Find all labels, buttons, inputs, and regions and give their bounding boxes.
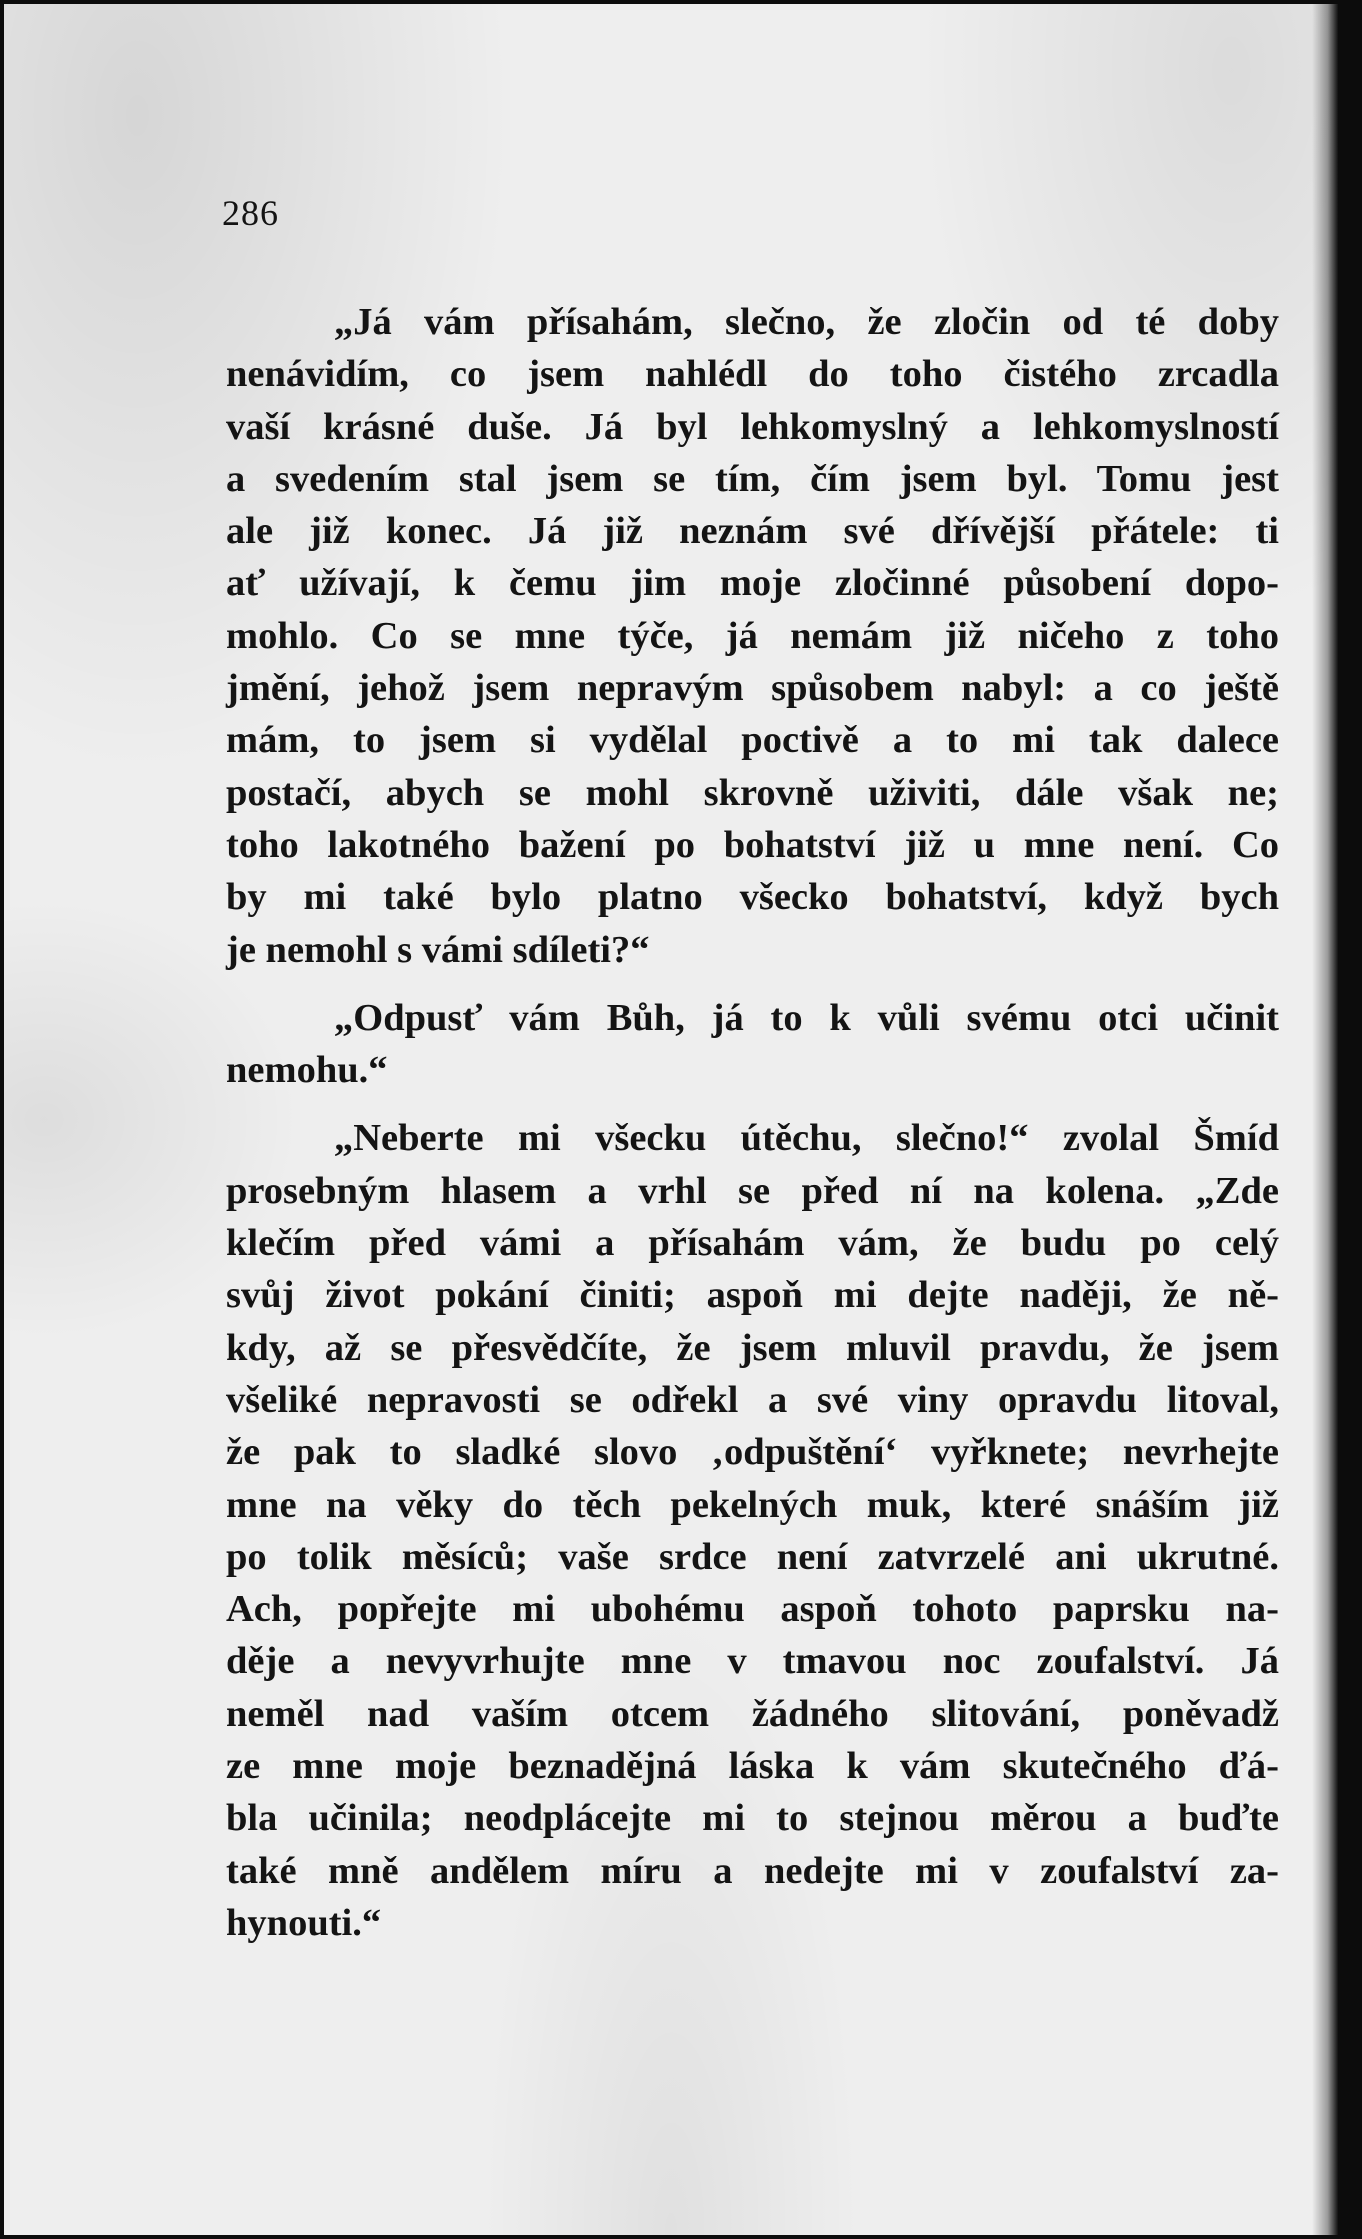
paragraph-2 xyxy=(226,992,1279,1097)
body-text xyxy=(226,296,1279,1949)
text-line: ze mne moje beznadějná láska k vám skutečného ďá- xyxy=(226,1745,1279,1788)
text-line: ať užívají, k čemu jim moje zločinné působení dopo- xyxy=(226,562,1279,605)
text-line: ale již konec. Já již neznám své dřívější přátele: ti xyxy=(226,510,1279,553)
text-line: že pak to sladké slovo ‚odpuštění‘ vyřknete; nevrhejte xyxy=(226,1431,1279,1474)
text-line: mám, to jsem si vydělal poctivě a to mi tak dalece xyxy=(226,719,1279,762)
text-line: svůj život pokání činiti; aspoň mi dejte naději, že ně- xyxy=(226,1274,1279,1317)
book-page xyxy=(4,4,1338,2235)
text-line: „Neberte mi všecku útěchu, slečno!“ zvolal Šmíd xyxy=(334,1117,1279,1160)
text-line: nenávidím, co jsem nahlédl do toho čistého zrcadla xyxy=(226,353,1279,396)
text-line: Ach, popřejte mi ubohému aspoň tohoto paprsku na- xyxy=(226,1588,1279,1631)
text-line: také mně andělem míru a nedejte mi v zoufalství za- xyxy=(226,1849,1279,1892)
text-line: prosebným hlasem a vrhl se před ní na kolena. „Zde xyxy=(226,1169,1279,1212)
page-shadow-edge xyxy=(1312,4,1338,2235)
text-line: jmění, jehož jsem nepravým spůsobem nabyl: a co ještě xyxy=(226,667,1279,710)
text-line: toho lakotného bažení po bohatství již u mne není. Co xyxy=(226,823,1279,866)
text-line: „Já vám přísahám, slečno, že zločin od té doby xyxy=(334,301,1279,343)
text-line: by mi také bylo platno všecko bohatství, když bych xyxy=(226,876,1279,919)
paragraph-1 xyxy=(226,296,1279,976)
text-line: postačí, abych se mohl skrovně uživiti, dále však ne; xyxy=(226,771,1279,814)
page-number: 286 xyxy=(222,193,279,233)
paragraph-3 xyxy=(226,1112,1279,1949)
text-line: je nemohl s vámi sdíleti?“ xyxy=(226,928,650,971)
text-line: nemohu.“ xyxy=(226,1049,388,1092)
text-line: bla učinila; neodplácejte mi to stejnou měrou a buďte xyxy=(226,1797,1279,1840)
text-line: všeliké nepravosti se odřekl a své viny opravdu litoval, xyxy=(226,1378,1279,1421)
text-line: klečím před vámi a přísahám vám, že budu po celý xyxy=(226,1222,1279,1265)
text-line: neměl nad vaším otcem žádného slitování, poněvadž xyxy=(226,1692,1279,1735)
text-line: mne na věky do těch pekelných muk, které snáším již xyxy=(226,1483,1279,1526)
text-line: hynouti.“ xyxy=(226,1901,382,1944)
text-line: „Odpusť vám Bůh, já to k vůli svému otci učinit xyxy=(334,996,1279,1039)
text-line: mohlo. Co se mne týče, já nemám již ničeho z toho xyxy=(226,614,1279,657)
text-line: kdy, až se přesvědčíte, že jsem mluvil pravdu, že jsem xyxy=(226,1326,1279,1369)
text-line: děje a nevyvrhujte mne v tmavou noc zoufalství. Já xyxy=(226,1640,1279,1683)
text-line: po tolik měsíců; vaše srdce není zatvrzelé ani ukrutné. xyxy=(226,1535,1279,1578)
text-line: vaší krásné duše. Já byl lehkomyslný a lehkomyslností xyxy=(226,405,1279,448)
text-line: a svedením stal jsem se tím, čím jsem byl. Tomu jest xyxy=(226,457,1279,500)
